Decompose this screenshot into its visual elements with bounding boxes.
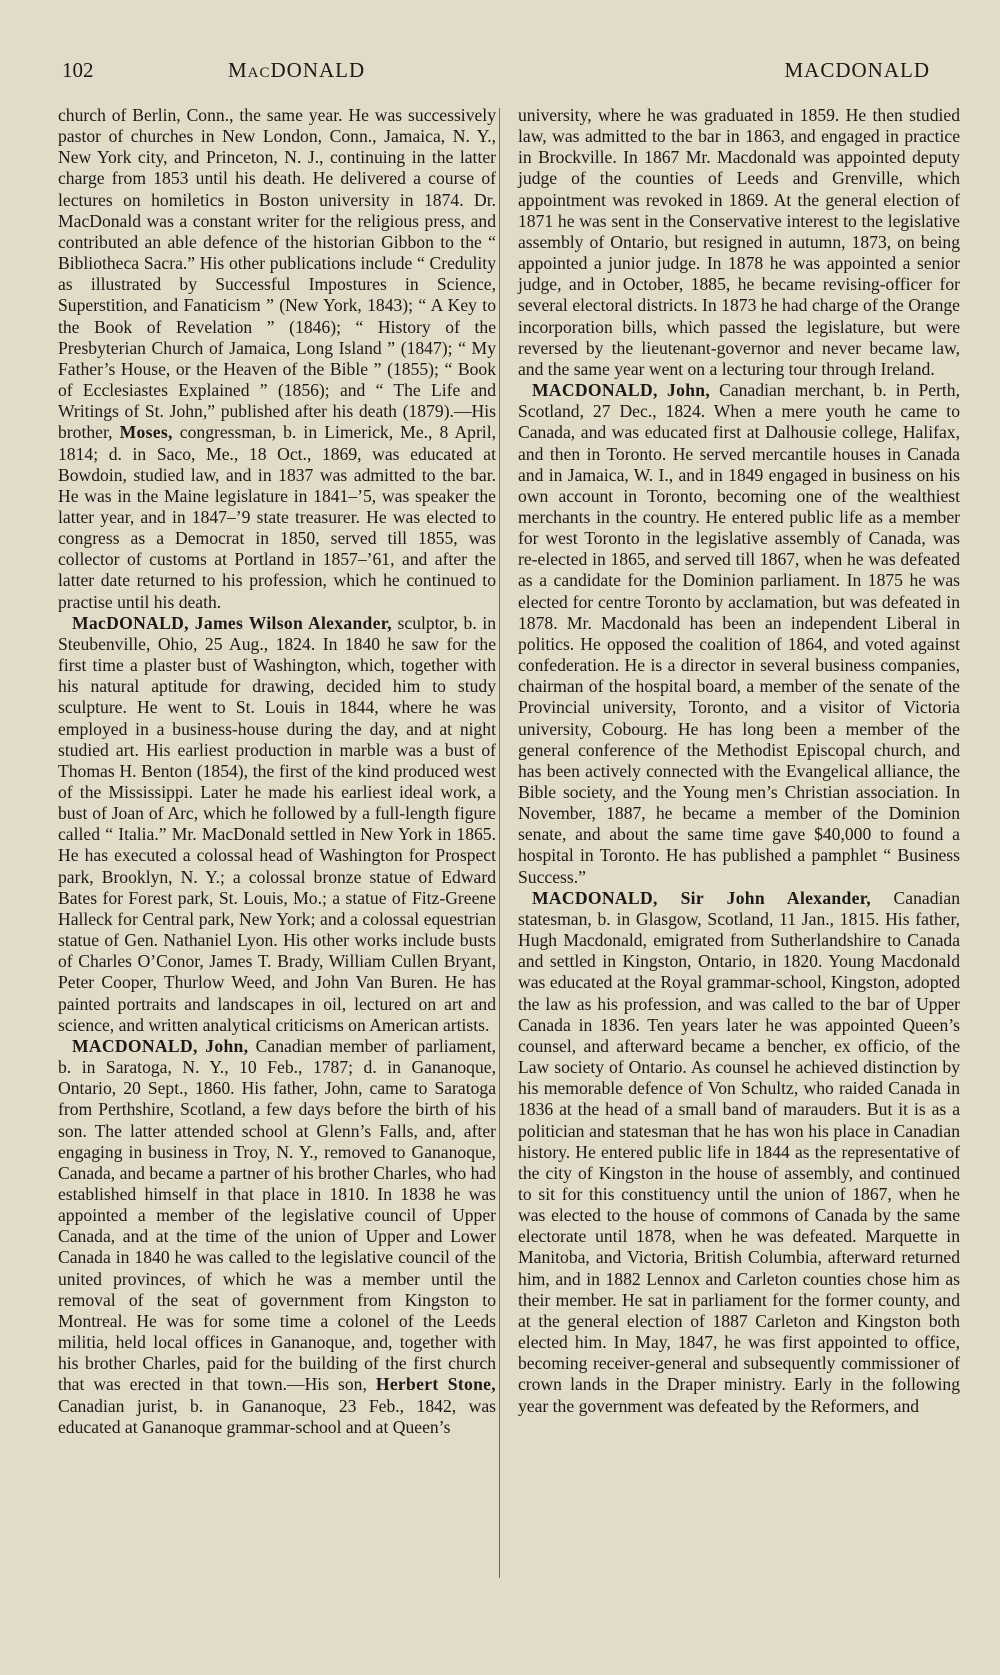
entry-macdonald-john-mp xyxy=(58,1036,496,1438)
subentry-name: Herbert Stone, xyxy=(375,1374,496,1395)
entry-text: Canadian jurist, b. in Gananoque, 23 Feb., 1842, was educated at Gananoque grammar-school and at Queen’s xyxy=(58,1395,496,1437)
entry-headword: MACDONALD, John, xyxy=(532,380,711,401)
column-divider xyxy=(499,108,500,1578)
continued-paragraph xyxy=(518,105,960,380)
page-number: 102 xyxy=(62,58,94,82)
entry-headword: MACDONALD, John, xyxy=(72,1035,249,1056)
entry-macdonald-john-merchant xyxy=(518,380,960,888)
left-column xyxy=(58,105,496,1438)
entry-macdonald-sir-john-alexander xyxy=(518,888,960,1417)
right-column xyxy=(518,105,960,1417)
paragraph-text: university, where he was graduated in 1859. He then studied law, was admitted to the bar in 1863, and engaged in practice in Brockville. In 1867 Mr. Macdonald was appointed deputy judge of the counties of Leeds and Grenville, which appointment was revoked in 1869. At the general election of 1871 he was sent in the Conservative interest to the legislative assembly of Ontario, but resigned in autumn, 1873, on being appointed a junior judge. In 1878 he was appointed a senior judge, and in October, 1885, he became revising-officer for several electoral districts. In 1873 he had charge of the Orange incorporation bills, which passed the legislature, but were reversed by the lieutenant-governor and never became law, and the same year went on a lecturing tour through Ireland. xyxy=(518,105,960,379)
entry-macdonald-james-wilson-alexander xyxy=(58,613,496,1036)
paragraph-text: church of Berlin, Conn., the same year. He was successively pastor of churches in New London, Conn., Jamaica, N. Y., New York city, and Princeton, N. J., continuing in the latter charge from 1853 until his death. He delivered a course of lectures on homiletics in Boston university in 1874. Dr. MacDonald was a constant writer for the religious press, and contributed an able defence of the historian Gibbon to the “ Bibliotheca Sacra.” His other publications include “ Credulity as illustrated by Successful Impostures in Science, Superstition, and Fanaticism ” (New York, 1843); “ A Key to the Book of Revelation ” (1846); “ History of the Presbyterian Church of Jamaica, Long Island ” (1847); “ My Father’s House, or the Heaven of the Bible ” (1855); “ Book of Ecclesiastes Explained ” (1856); and “ The Life and Writings of St. John,” published after his death (1879).—His brother, xyxy=(58,105,496,443)
entry-text: Canadian statesman, b. in Glasgow, Scotland, 11 Jan., 1815. His father, Hugh Macdonald, emigrated from Sutherlandshire to Canada and settled in Kingston, Ontario, in 1820. Young Macdonald was educated at the Royal grammar-school, Kingston, adopted the law as his profession, and was called to the bar of Upper Canada in 1836. Ten years later he was appointed Queen’s counsel, and afterward became a bencher, ex officio, of the Law society of Ontario. As counsel he achieved distinction by his memorable defence of Von Schultz, who raided Canada in 1836 at the head of a small band of marauders. But it is as a politician and statesman that he has won his place in Canadian history. He entered public life in 1844 as the representative of the city of Kingston in the house of assembly, and continued to sit for this constituency until the union of 1867, when he was elected to the house of commons of Canada by the same electorate until 1878, when he was defeated. Marquette in Manitoba, and Victoria, British Columbia, afterward returned him, and in 1882 Lennox and Carleton counties chose him as their member. He sat in parliament for the former county, and at the general election of 1887 Carleton and Kingston both elected him. In May, 1847, he was first appointed to office, becoming receiver-general and subsequently commissioner of crown lands in the Draper ministry. Early in the following year the government was defeated by the Reformers, and xyxy=(518,887,960,1416)
paragraph-text: congressman, b. in Limerick, Me., 8 April, 1814; d. in Saco, Me., 18 Oct., 1869, was educated at Bowdoin, studied law, and in 1837 was admitted to the bar. He was in the Maine legislature in 1841–’5, was speaker the latter year, and in 1847–’9 state treasurer. He was elected to congress as a Democrat in 1850, served till 1855, was collector of customs at Portland in 1857–’61, and after the latter date returned to his profession, which he continued to practise until his death. xyxy=(58,422,496,612)
entry-text: sculptor, b. in Steubenville, Ohio, 25 Aug., 1824. In 1840 he saw for the first time a plaster bust of Washington, which, together with his natural aptitude for drawing, decided him to study sculpture. He went to St. Louis in 1844, where he was employed in a business-house during the day, and at night studied art. His earliest production in marble was a bust of Thomas H. Benton (1854), the first of the kind produced west of the Mississippi. Later he made his earliest ideal work, a bust of Joan of Arc, which he followed by a full-length figure called “ Italia.” Mr. MacDonald settled in New York in 1865. He has executed a colossal head of Washington for Prospect park, Brooklyn, N. Y.; a colossal bronze statue of Edward Bates for Forest park, St. Louis, Mo.; a statue of Fitz-Greene Halleck for Central park, New York; and a colossal equestrian statue of Gen. Nathaniel Lyon. His other works include busts of Charles O’Conor, James T. Brady, William Cullen Bryant, Peter Cooper, Thurlow Weed, and John Van Buren. He has painted portraits and landscapes in oil, lectured on art and science, and written analytical criticisms on American artists. xyxy=(58,612,497,1035)
running-head-right: MACDONALD xyxy=(784,58,930,82)
running-head-left: MacDONALD xyxy=(228,58,366,82)
page-header xyxy=(62,58,930,88)
entry-text: Canadian merchant, b. in Perth, Scotland, 27 Dec., 1824. When a mere youth he came to Canada, and was educated first at Dalhousie college, Halifax, and then in Toronto. He served mercantile houses in Canada and in Jamaica, W. I., and in 1849 engaged in business on his own account in Toronto, becoming one of the wealthiest merchants in the country. He entered public life as a member for west Toronto in the legislative assembly of Canada, was re-elected in 1865, and served till 1867, when he was defeated as a candidate for the Dominion parliament. In 1875 he was elected for centre Toronto by acclamation, but was defeated in 1878. Mr. Macdonald has been an independent Liberal in politics. He opposed the coalition of 1864, and voted against confederation. He is a director in several business companies, chairman of the hospital board, a member of the senate of the Provincial university, Toronto, and a visitor of Victoria university, Cobourg. He has long been a member of the general conference of the Methodist Episcopal church, and has been actively connected with the Evangelical alliance, the Bible society, and the Young men’s Christian association. In November, 1887, he became a member of the Dominion senate, and about the same time gave $40,000 to found a hospital in Toronto. He has published a pamphlet “ Business Success.” xyxy=(518,380,961,887)
subentry-name: Moses, xyxy=(119,422,173,443)
entry-headword: MACDONALD, Sir John Alexander, xyxy=(532,887,871,908)
continued-paragraph xyxy=(58,105,496,613)
entry-headword: MacDONALD, James Wilson Alexander, xyxy=(72,612,392,633)
entry-text: Canadian member of parliament, b. in Saratoga, N. Y., 10 Feb., 1787; d. in Gananoque, Ontario, 20 Sept., 1860. His father, John, came to Saratoga from Perthshire, Scotland, a few days before the birth of his son. The latter attended school at Glenn’s Falls, and, after engaging in business in Troy, N. Y., removed to Gananoque, Canada, and became a partner of his brother Charles, who had established himself in that place in 1810. In 1838 he was appointed a member of the legislative council of Upper Canada, and at the time of the union of Upper and Lower Canada in 1840 he was called to the legislative council of the united provinces, of which he was a member until the removal of the seat of government from Kingston to Montreal. He was for some time a colonel of the Leeds militia, held local offices in Gananoque, and, together with his brother Charles, paid for the building of the first church that was erected in that town.—His son, xyxy=(58,1035,496,1395)
